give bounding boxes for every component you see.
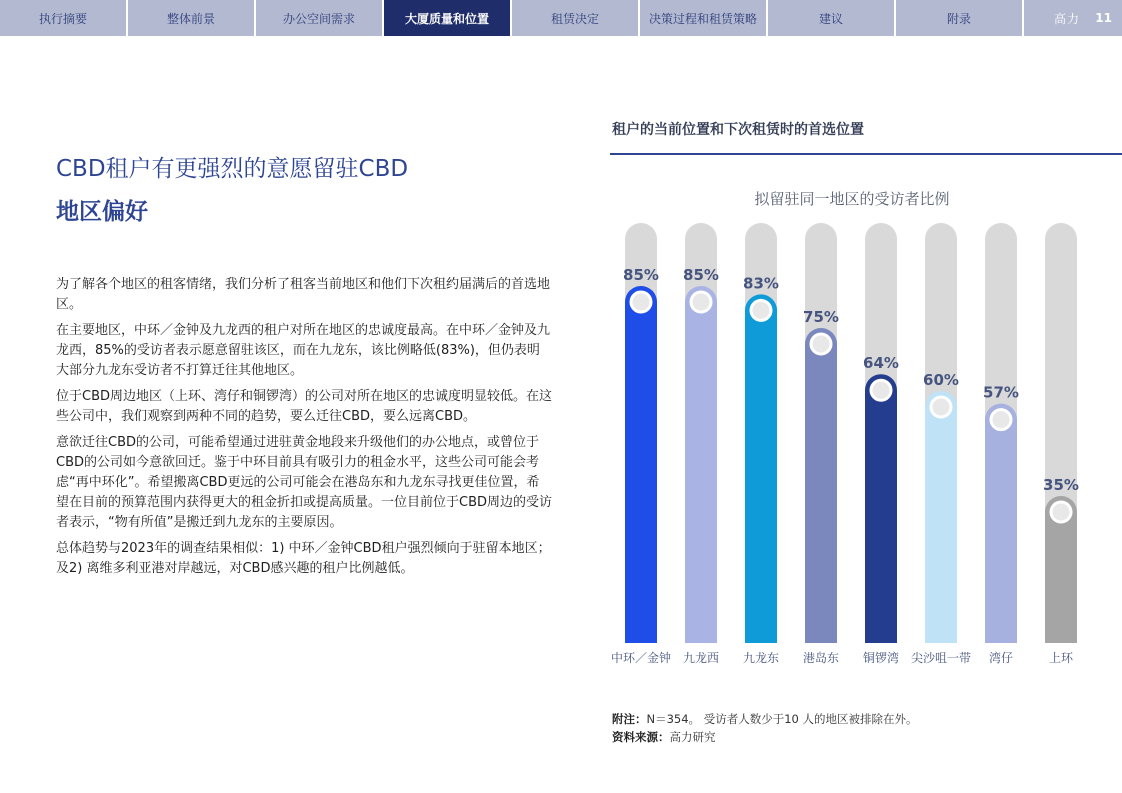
chart-plot [600, 215, 1110, 675]
body-text [56, 275, 552, 585]
data-label: 83% [743, 274, 779, 293]
note-line [612, 710, 918, 728]
chart-title: 拟留驻同一地区的受访者比例 [754, 190, 950, 208]
top-nav [0, 0, 1122, 36]
bar-marker [991, 410, 1011, 430]
tab-executive-summary[interactable]: 执行摘要 [0, 0, 128, 36]
data-label: 64% [863, 354, 899, 373]
bar [745, 294, 777, 643]
note-label: 附注： [612, 712, 647, 726]
source-line [612, 728, 918, 746]
paragraph-4: 意欲迁往CBD的公司，可能希望通过进驻黄金地段来升级他们的办公地点，或曾位于CBD的公司如今意欲回迁。鉴于中环目前具有吸引力的租金水平，这些公司可能会考虑“再中环化”。希望搬离CBD更远的公司可能会在港岛东和九龙东寻找更佳位置，希望在目前的预算范围内获得更大的租金折扣或提高质量。一位目前位于CBD周边的受访者表示，“物有所值”是搬迁到九龙东的主要原因。 [56, 435, 553, 530]
paragraph-3: 位于CBD周边地区（上环、湾仔和铜锣湾）的公司对所在地区的忠诚度明显较低。在这些公司中，我们观察到两种不同的趋势，要么迁往CBD，要么远离CBD。 [56, 389, 553, 424]
brand-area [1024, 0, 1122, 36]
data-label: 60% [923, 371, 959, 389]
bar-marker [751, 300, 771, 320]
chart-divider [610, 153, 1122, 155]
category-label: 九龙东 [742, 651, 780, 665]
bar-marker [631, 292, 651, 312]
chart-notes [612, 710, 918, 746]
bar [925, 391, 957, 643]
category-label: 九龙西 [682, 651, 720, 665]
paragraph-5: 总体趋势与2023年的调查结果相似：1) 中环／金钟CBD租户强烈倾向于驻留本地区；及2) 离维多利亚港对岸越远，对CBD感兴趣的租户比例越低。 [56, 541, 551, 576]
bar [625, 286, 657, 643]
tab-decision-process[interactable]: 决策过程和租赁策略 [640, 0, 768, 36]
tab-appendix[interactable]: 附录 [896, 0, 1024, 36]
brand-logo: 高力 [1054, 11, 1081, 26]
tab-overall-outlook[interactable]: 整体前景 [128, 0, 256, 36]
page-number: 11 [1095, 11, 1112, 25]
note-text: N＝354。 受访者人数少于10 人的地区被排除在外。 [646, 712, 918, 726]
data-label: 85% [683, 266, 719, 284]
section-subtitle: 地区偏好 [56, 199, 148, 225]
page-title: CBD租户有更强烈的意愿留驻CBD [56, 156, 409, 182]
tab-leasing-decision[interactable]: 租赁决定 [512, 0, 640, 36]
bar [985, 404, 1017, 643]
tab-recommendations[interactable]: 建议 [768, 0, 896, 36]
source-label: 资料来源： [612, 730, 670, 744]
bar-marker [871, 380, 891, 400]
data-label: 35% [1043, 476, 1079, 494]
data-label: 85% [623, 266, 659, 284]
bar [685, 286, 717, 643]
category-label: 港岛东 [802, 651, 840, 665]
data-label: 75% [803, 308, 839, 326]
category-label: 铜锣湾 [862, 651, 900, 665]
tab-building-quality-location[interactable]: 大厦质量和位置 [384, 0, 512, 36]
bar [865, 374, 897, 643]
data-label: 57% [983, 383, 1019, 402]
source-text: 高力研究 [669, 730, 716, 744]
chart-heading: 租户的当前位置和下次租赁时的首选位置 [612, 122, 864, 138]
category-label: 中环／金钟 [610, 651, 672, 665]
category-label: 上环 [1048, 651, 1074, 665]
bar [805, 328, 837, 643]
bar-marker [1051, 502, 1071, 522]
paragraph-1: 为了解各个地区的租客情绪，我们分析了租客当前地区和他们下次租约届满后的首选地区。 [56, 277, 551, 312]
tab-office-demand[interactable]: 办公空间需求 [256, 0, 384, 36]
category-label: 湾仔 [988, 651, 1014, 665]
bar-marker [811, 334, 831, 354]
paragraph-2: 在主要地区，中环／金钟及九龙西的租户对所在地区的忠诚度最高。在中环／金钟及九龙西，85%的受访者表示愿意留驻该区，而在九龙东，该比例略低(83%)，但仍表明大部分九龙东受访者不打算迁往其他地区。 [56, 323, 551, 378]
category-label: 尖沙咀一带 [910, 651, 972, 665]
bar-marker [691, 292, 711, 312]
bar-marker [931, 397, 951, 417]
